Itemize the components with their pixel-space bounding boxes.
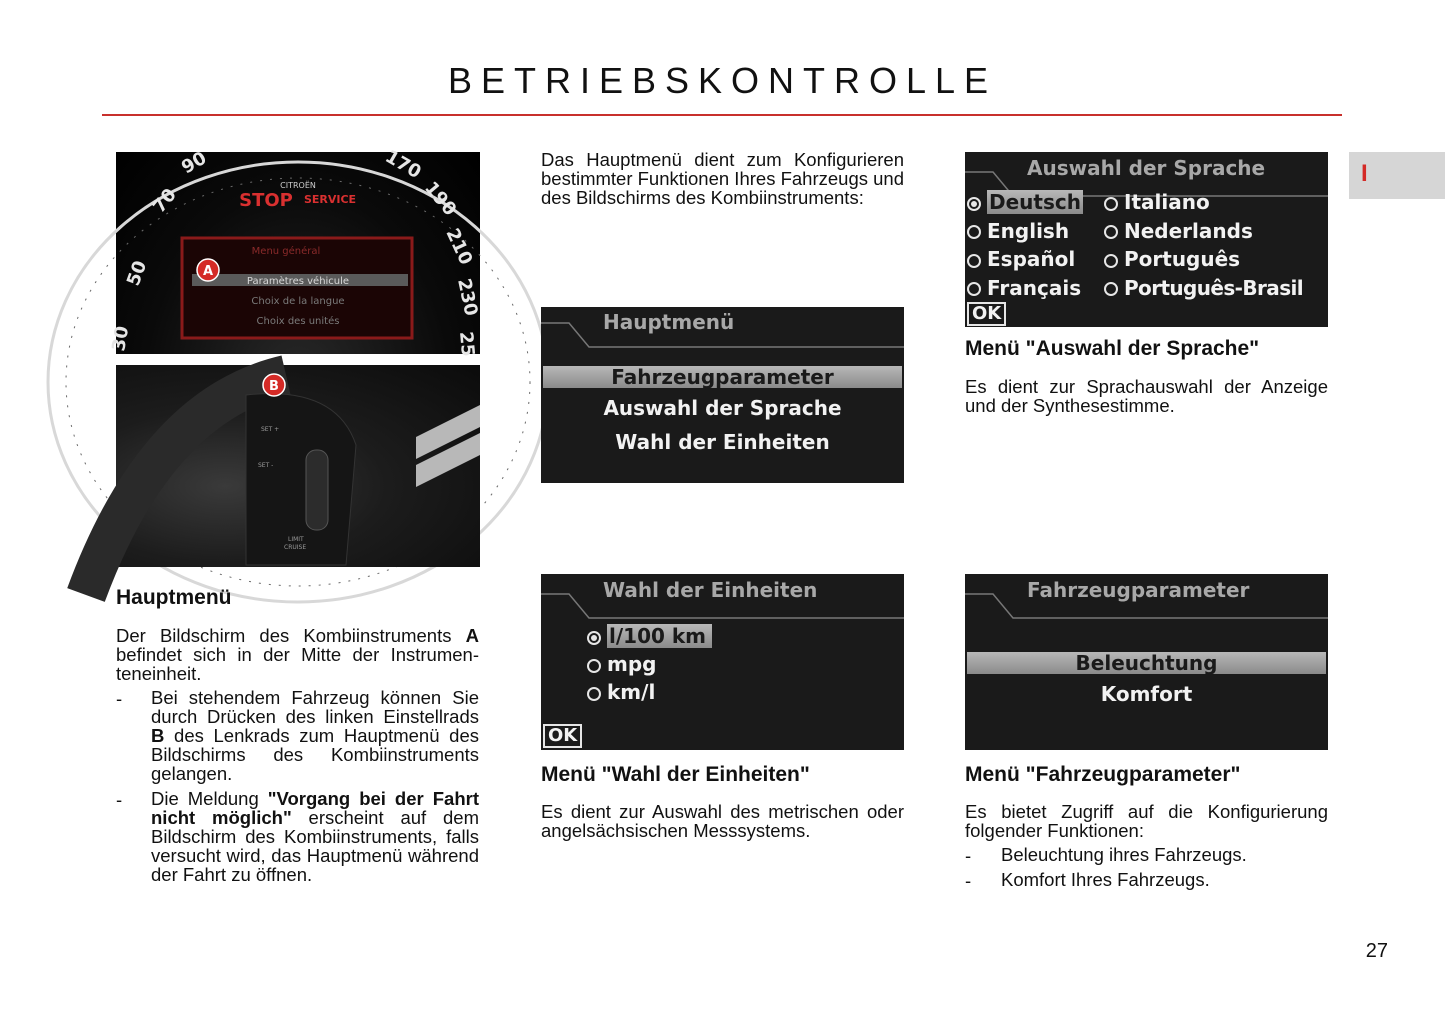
intro-paragraph: Das Hauptmenü dient zum Konfigurieren bestimmter Funktionen Ihres Fahrzeugs und des Bildschirms des Kombiinstruments: [541, 149, 904, 208]
screen-units [541, 574, 904, 750]
units-list [587, 622, 712, 706]
bullet-item: Komfort Ihres Fahrzeugs. [1001, 869, 1210, 890]
unit-option [587, 622, 712, 650]
heading-vehicle-menu: Menü "Fahrzeugparameter" [965, 763, 1241, 786]
ok-button-graphic: OK [543, 724, 582, 748]
wheel-label: CRUISE [284, 544, 307, 551]
screen-main-menu [541, 307, 904, 483]
menu-item-selected: Fahrzeugparameter [543, 366, 902, 388]
heading-units-menu: Menü "Wahl der Einheiten" [541, 763, 810, 786]
menu-item: Komfort [1100, 682, 1193, 706]
language-option [1104, 245, 1303, 274]
language-label: Nederlands [1124, 218, 1253, 243]
radio-icon [967, 225, 981, 239]
bullet-item: Beleuchtung ihres Fahrzeugs. [1001, 844, 1247, 865]
language-option [967, 188, 1083, 217]
brand-label: CITROËN [280, 181, 316, 190]
paragraph-units-menu: Es dient zur Auswahl des metrischen oder angelsächsischen Messsystems. [541, 801, 904, 841]
speed-label: 170 [381, 146, 425, 184]
instrument-cluster-graphic [108, 146, 482, 358]
language-option [967, 217, 1083, 246]
language-option [967, 274, 1083, 303]
page-number: 27 [1365, 940, 1388, 962]
language-label: English [987, 218, 1070, 243]
speed-label: 190 [420, 177, 461, 221]
text: Bei stehendem Fahrzeug können Sie durch Drücken des linken Einstellrads [151, 687, 479, 727]
speed-label: 30 [108, 324, 134, 353]
cluster-menu-line: Menu général [251, 246, 321, 257]
wheel-label: SET - [258, 462, 274, 469]
text: Der Bildschirm des Kombiinstruments [116, 625, 466, 646]
service-warning: SERVICE [303, 193, 357, 206]
text-bold: A [465, 625, 479, 646]
language-list-left [967, 188, 1083, 302]
unit-option [587, 678, 712, 706]
speed-label: 25 [455, 330, 479, 358]
radio-icon [967, 282, 981, 296]
speed-label: 210 [441, 225, 477, 269]
bullet-dash: - [116, 789, 123, 810]
instrument-cluster-photo [108, 146, 482, 358]
menu-item: Wahl der Einheiten [615, 430, 830, 454]
wheel-label: SET + [261, 426, 280, 433]
screen-vehicle-params [965, 574, 1328, 750]
radio-icon [967, 254, 981, 268]
text-bold: "Vorgang bei der Fahrt nicht möglich" [151, 788, 479, 828]
text: des Lenkrads zum Hauptmenü des Bildschirms des Kombiinstruments gelangen. [151, 725, 479, 784]
radio-selected-icon [587, 631, 601, 645]
language-option [1104, 188, 1303, 217]
steering-wheel-graphic [116, 365, 480, 567]
cluster-menu-line: Choix de la langue [251, 296, 345, 307]
cluster-menu-line: Choix des unités [256, 316, 340, 327]
language-option [1104, 274, 1303, 303]
bullet-dash: - [116, 688, 123, 709]
marker-b-label: B [269, 379, 279, 394]
text: erscheint auf dem Bildschirm des Kombiinstruments, falls versucht wird, das Hauptmenü während der Fahrt zu öffnen. [151, 807, 479, 885]
wheel-label: LIMIT [288, 536, 304, 543]
bullet-item [151, 688, 479, 783]
radio-icon [1104, 197, 1118, 211]
chapter-tab [1349, 152, 1445, 199]
screen-header: Hauptmenü [603, 310, 735, 334]
language-label: Deutsch [989, 190, 1081, 214]
title-divider [102, 114, 1342, 116]
thumb-wheel [306, 450, 328, 530]
unit-label: l/100 km [607, 624, 712, 648]
text: befindet sich in der Mitte der Instrumenteneinheit. [116, 644, 479, 684]
page-title: BETRIEBSKONTROLLE [447, 60, 998, 101]
cluster-menu-line: Paramètres véhicule [246, 276, 350, 287]
screen-header: Fahrzeugparameter [1027, 578, 1250, 602]
radio-icon [587, 659, 601, 673]
ok-button-graphic: OK [967, 302, 1006, 326]
speed-label: 230 [453, 276, 482, 318]
text-bold: B [151, 725, 165, 746]
bullet-dash: - [965, 870, 972, 891]
stop-warning: STOP [239, 190, 293, 211]
language-label: Italiano [1124, 190, 1210, 214]
language-label: Português-Brasil [1124, 275, 1304, 300]
unit-option [587, 650, 712, 678]
radio-icon [1104, 254, 1118, 268]
paragraph-vehicle-menu: Es bietet Zugriff auf die Konfigurierung folgender Funktionen: [965, 801, 1328, 841]
heading-hauptmenu: Hauptmenü [116, 586, 232, 609]
unit-label: km/l [607, 680, 656, 704]
language-label: Português [1124, 247, 1241, 271]
radio-icon [1104, 282, 1118, 296]
language-label: Français [987, 275, 1082, 300]
paragraph-language-menu: Es dient zur Sprachauswahl der Anzeige und der Synthesestimme. [965, 376, 1328, 416]
speed-label: 50 [122, 257, 152, 289]
language-label: Español [987, 247, 1076, 271]
language-option [1104, 217, 1303, 246]
language-option [967, 245, 1083, 274]
menu-item-selected: Beleuchtung [967, 652, 1326, 674]
radio-selected-icon [967, 197, 981, 211]
speed-label: 90 [178, 147, 211, 179]
radio-icon [1104, 225, 1118, 239]
bullet-item [151, 789, 479, 884]
chapter-tab-label: I [1361, 160, 1368, 187]
radio-icon [587, 687, 601, 701]
heading-language-menu: Menü "Auswahl der Sprache" [965, 337, 1260, 360]
screen-language [965, 152, 1328, 327]
language-list-right [1104, 188, 1303, 302]
unit-label: mpg [607, 652, 657, 676]
speed-label: 70 [148, 184, 181, 218]
menu-item: Auswahl der Sprache [603, 396, 842, 420]
bullet-dash: - [965, 845, 972, 866]
steering-wheel-photo [116, 365, 480, 567]
screen-header: Wahl der Einheiten [603, 578, 818, 602]
marker-a-label: A [202, 264, 214, 279]
paragraph-hauptmenu [116, 626, 479, 683]
text: Die Meldung [151, 788, 268, 809]
screen-header: Auswahl der Sprache [1027, 156, 1266, 180]
